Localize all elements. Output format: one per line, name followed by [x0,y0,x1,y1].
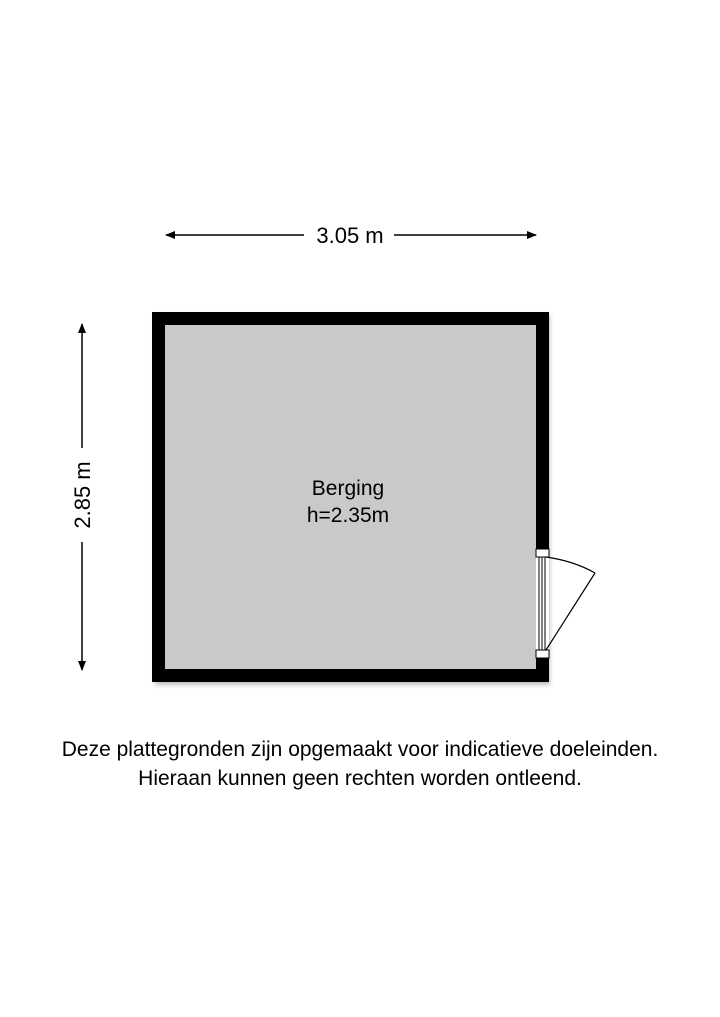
door-jamb-top [536,549,549,557]
disclaimer [0,735,720,793]
room-height: h=2.35m [306,504,390,527]
width-dimension [166,223,536,248]
disclaimer-line-1: Deze plattegronden zijn opgemaakt voor indicatieve doeleinden. [61,738,659,761]
door [536,549,595,658]
width-dimension-label: 3.05 m [316,223,384,248]
disclaimer-line-2: Hieraan kunnen geen rechten worden ontleend. [138,767,582,790]
door-swing-arc [546,557,595,573]
room-name: Berging [311,477,385,500]
height-dimension [70,324,95,670]
height-dimension-label: 2.85 m [70,461,95,529]
door-leaf [546,573,595,650]
door-jamb-bottom [536,650,549,658]
